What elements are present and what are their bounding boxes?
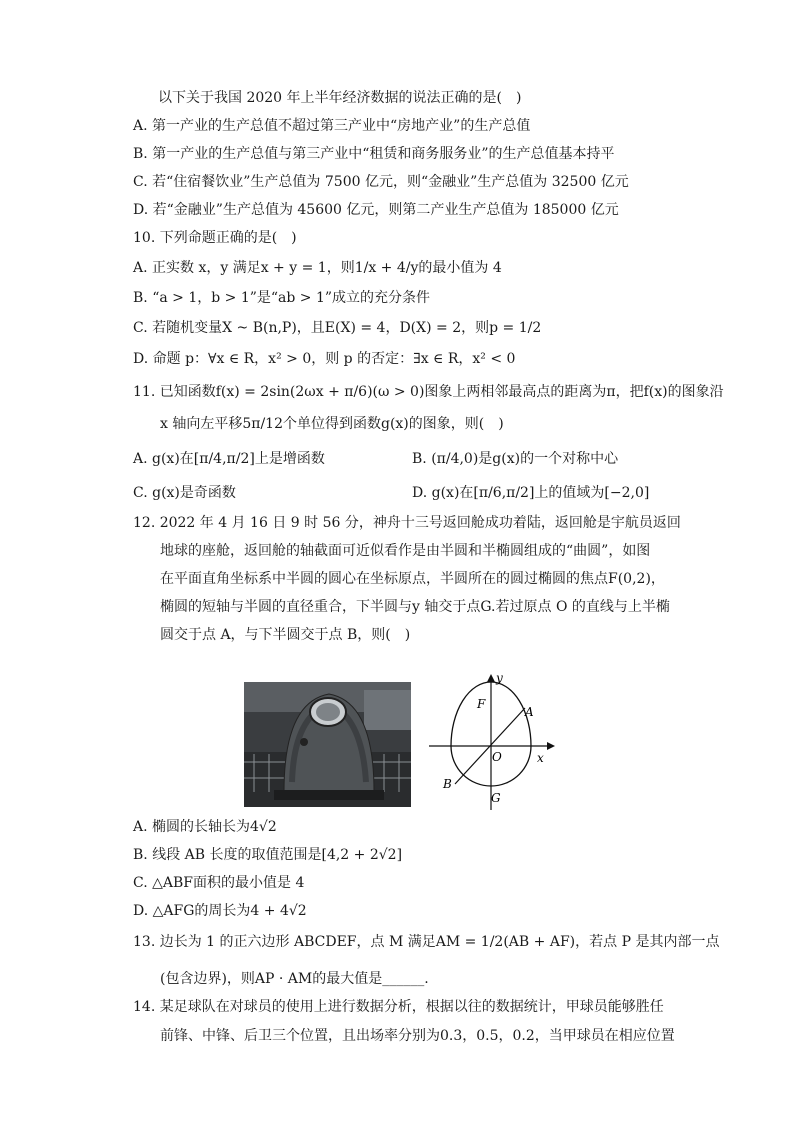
label-a: A [525, 705, 534, 719]
q14-line1: 14. 某足球队在对球员的使用上进行数据分析，根据以往的数据统计，甲球员能够胜任 [133, 999, 664, 1015]
q12-option-d: D. △AFG的周长为4 + 4√2 [133, 903, 307, 919]
q12-option-c: C. △ABF面积的最小值是 4 [133, 875, 305, 891]
q11-option-d: D. g(x)在[π/6,π/2]上的值域为[−2,0] [412, 485, 650, 501]
q13-line1: 13. 边长为 1 的正六边形 ABCDEF，点 M 满足AM = 1/2(AB + AF)，若点 P 是其内部一点 [133, 934, 720, 950]
q9-stem: 以下关于我国 2020 年上半年经济数据的说法正确的是( ) [158, 90, 522, 106]
q10-option-d: D. 命题 p：∀x ∈ R，x² > 0，则 p 的否定：∃x ∈ R，x² < 0 [133, 351, 516, 367]
q12-stem-line4: 椭圆的短轴与半圆的直径重合，下半圆与y 轴交于点G.若过原点 O 的直线与上半椭 [160, 599, 670, 615]
label-o: O [492, 750, 502, 764]
q11-option-c: C. g(x)是奇函数 [133, 485, 236, 501]
label-f: F [477, 697, 486, 711]
q9-option-b: B. 第一产业的生产总值与第三产业中“租赁和商务服务业”的生产总值基本持平 [133, 146, 615, 162]
q11-option-b: B. (π/4,0)是g(x)的一个对称中心 [412, 451, 619, 467]
q12-stem-line3: 在平面直角坐标系中半圆的圆心在坐标原点，半圆所在的圆过椭圆的焦点F(0,2)， [160, 571, 665, 587]
q11-stem-line2: x 轴向左平移5π/12个单位得到函数g(x)的图象，则( ) [160, 416, 504, 432]
label-b: B [443, 777, 452, 791]
q10-option-a: A. 正实数 x，y 满足x + y = 1，则1/x + 4/y的最小值为 4 [133, 260, 502, 276]
q9-option-c: C. 若“住宿餐饮业”生产总值为 7500 亿元，则“金融业”生产总值为 32500 亿元 [133, 174, 629, 190]
q9-option-a: A. 第一产业的生产总值不超过第三产业中“房地产业”的生产总值 [133, 118, 531, 134]
label-x: x [537, 751, 544, 765]
x-axis-arrow [547, 742, 555, 750]
label-g: G [491, 791, 501, 805]
q12-stem-line1: 12. 2022 年 4 月 16 日 9 时 56 分，神舟十三号返回舱成功着陆，返回舱是宇航员返回 [133, 515, 681, 531]
q13-line2: (包含边界)，则AP · AM的最大值是______. [160, 971, 429, 987]
ellipse-figure [425, 672, 557, 812]
q10-option-c: C. 若随机变量X ~ B(n,P)，且E(X) = 4，D(X) = 2，则p = 1/2 [133, 320, 542, 336]
q11-stem-line1: 11. 已知函数f(x) = 2sin(2ωx + π/6)(ω > 0)图象上两相邻最高点的距离为π，把f(x)的图象沿 [133, 384, 724, 400]
q12-option-a: A. 椭圆的长轴长为4√2 [133, 819, 277, 835]
q12-option-b: B. 线段 AB 长度的取值范围是[4,2 + 2√2] [133, 847, 403, 863]
q14-line2: 前锋、中锋、后卫三个位置，且出场率分别为0.3，0.5，0.2，当甲球员在相应位置 [160, 1028, 675, 1044]
capsule-photo [244, 682, 411, 807]
q12-stem-line5: 圆交于点 A，与下半圆交于点 B，则( ) [160, 627, 411, 643]
q10-stem: 10. 下列命题正确的是( ) [133, 230, 297, 246]
q11-option-a: A. g(x)在[π/4,π/2]上是增函数 [133, 451, 325, 467]
label-y: y [496, 672, 503, 685]
q12-stem-line2: 地球的座舱，返回舱的轴截面可近似看作是由半圆和半椭圆组成的“曲圆”，如图 [160, 543, 651, 559]
q10-option-b: B. “a > 1，b > 1”是“ab > 1”成立的充分条件 [133, 290, 431, 306]
y-axis-arrow [487, 674, 495, 682]
q9-option-d: D. 若“金融业”生产总值为 45600 亿元，则第二产业生产总值为 185000 亿元 [133, 202, 619, 218]
